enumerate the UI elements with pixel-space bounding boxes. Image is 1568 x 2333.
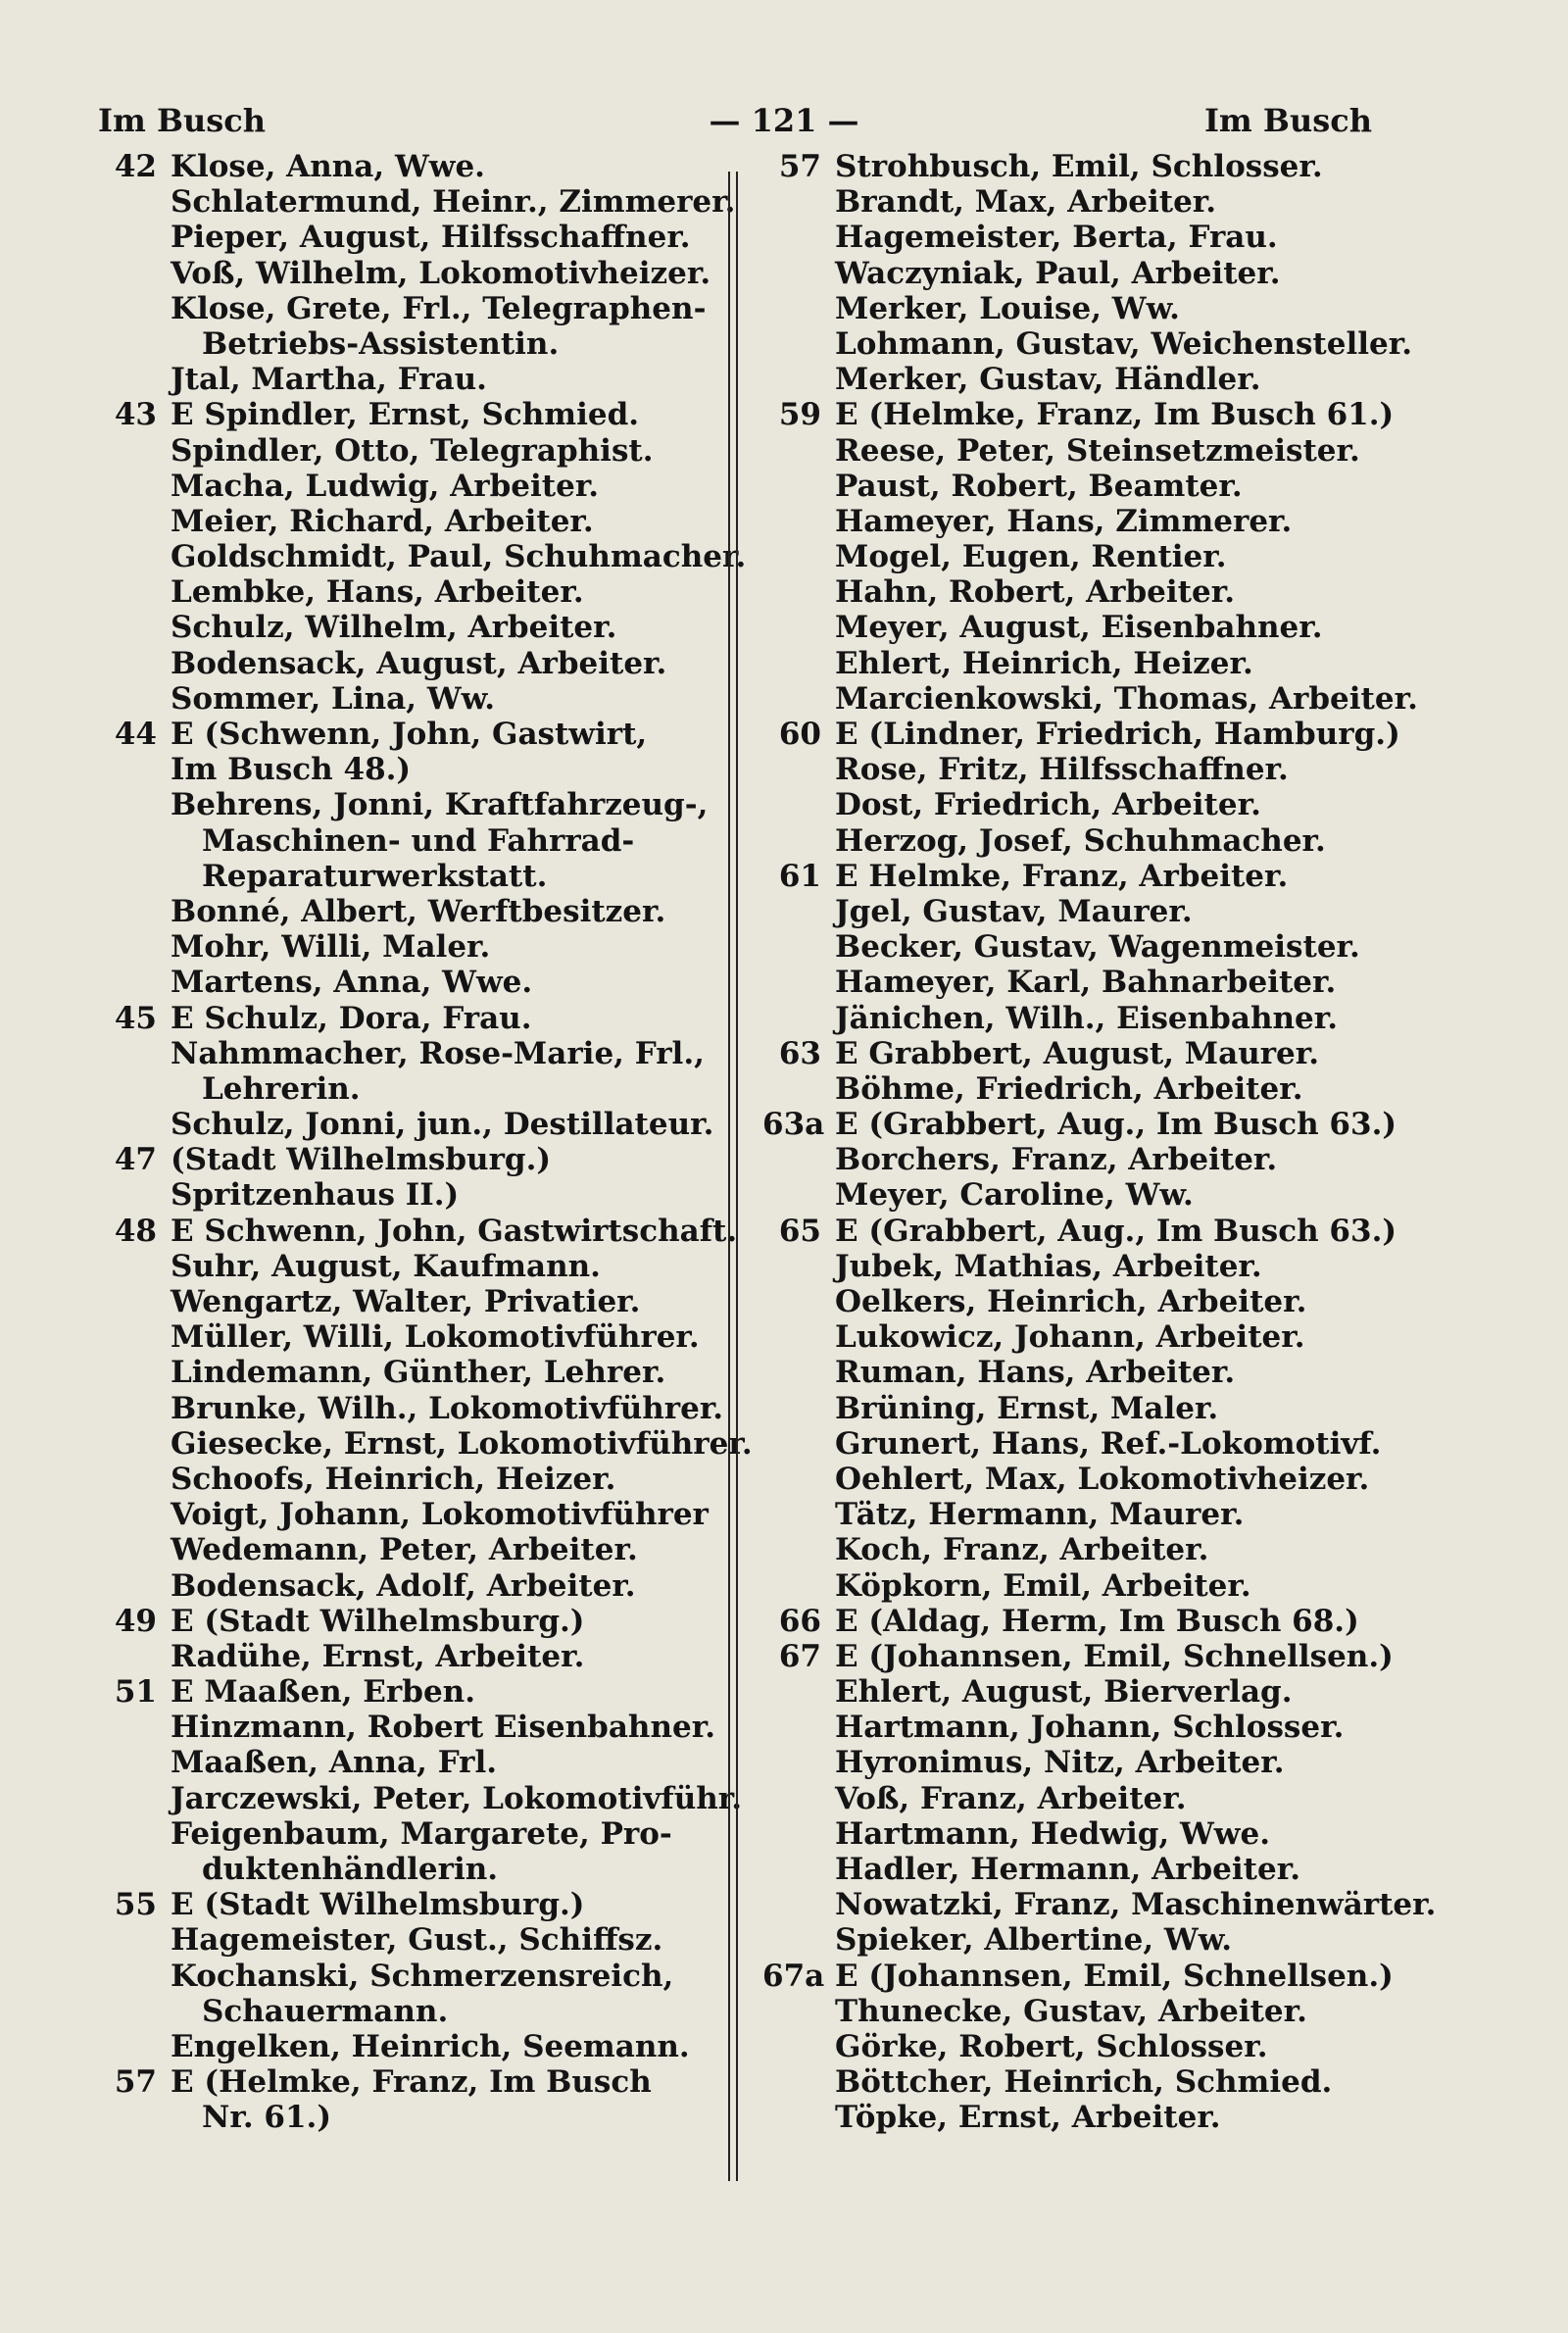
directory-entry [762,397,1395,433]
directory-entry [98,469,725,504]
resident-text: E (Lindner, Friedrich, Hamburg.) [835,717,1400,752]
directory-entry [98,1213,738,1249]
resident-text: Töpke, Ernst, Arbeiter. [835,2100,1221,2136]
resident-text: Jtal, Martha, Frau. [171,362,487,398]
directory-entry [98,2100,725,2135]
directory-entry [98,1887,725,1922]
resident-text: Martens, Anna, Wwe. [171,965,533,1001]
resident-text: Feigenbaum, Margarete, Pro- [171,1815,672,1852]
directory-entry [762,929,1390,965]
page-number: — 121 — [709,102,859,139]
directory-entry [98,1319,725,1355]
house-number: 60 [778,717,821,752]
resident-text: Köpkorn, Emil, Arbeiter. [835,1567,1251,1604]
resident-text: Mogel, Eugen, Rentier. [835,539,1227,575]
resident-text: (Stadt Wilhelmsburg.) [171,1142,552,1178]
resident-text: Hinzmann, Robert Eisenbahner. [171,1710,716,1746]
resident-text: Hyronimus, Nitz, Arbeiter. [835,1745,1285,1781]
directory-entry [762,1319,1390,1355]
directory-entry [98,291,725,326]
directory-entry [98,1462,725,1497]
resident-text: Waczyniak, Paul, Arbeiter. [835,255,1281,291]
directory-entry [762,1816,1390,1852]
directory-entry [762,2064,1390,2100]
resident-text: Nr. 61.) [202,2100,332,2136]
directory-entry [98,326,725,362]
resident-text: Reese, Peter, Steinsetzmeister. [835,432,1360,469]
resident-text: Meier, Richard, Arbeiter. [171,503,594,539]
directory-entry [762,149,1390,184]
directory-entry [762,823,1390,859]
directory-entry [98,929,725,965]
directory-entry [98,2029,725,2064]
directory-entry [98,184,736,221]
directory-entry [98,539,747,575]
directory-entry [762,184,1390,220]
house-number: 61 [778,858,821,894]
resident-text: Marcienkowski, Thomas, Arbeiter. [835,680,1418,717]
resident-text: Tätz, Hermann, Maurer. [835,1497,1245,1533]
resident-text: Schoofs, Heinrich, Heizer. [171,1461,616,1497]
resident-text: Goldschmidt, Paul, Schuhmacher. [171,539,747,575]
directory-entry [762,1001,1390,1036]
resident-text: duktenhändlerin. [202,1852,499,1887]
resident-text: Behrens, Jonni, Kraftfahrzeug-, [171,787,709,823]
resident-text: Bodensack, Adolf, Arbeiter. [171,1567,636,1604]
directory-entry [762,1177,1390,1213]
resident-text: Dost, Friedrich, Arbeiter. [835,787,1261,823]
directory-entry [98,752,725,787]
directory-entry [98,362,725,397]
directory-entry [762,1284,1390,1319]
resident-text: Schulz, Jonni, jun., Destillateur. [171,1107,714,1143]
house-number: 55 [114,1887,157,1923]
house-number: 49 [114,1603,157,1639]
house-number: 65 [778,1213,821,1249]
resident-text: Paust, Robert, Beamter. [835,468,1243,504]
resident-text: Radühe, Ernst, Arbeiter. [171,1638,585,1674]
directory-entry [98,1355,725,1390]
directory-entry [98,717,725,752]
directory-entry [762,965,1390,1000]
directory-entry [762,680,1418,717]
directory-entry [98,610,725,645]
directory-entry [762,1391,1390,1426]
header-street-right: Im Busch [1203,102,1372,139]
resident-text: E (Helmke, Franz, Im Busch 61.) [835,397,1395,433]
resident-text: Jgel, Gustav, Maurer. [835,893,1193,929]
resident-text: Hagemeister, Berta, Frau. [835,220,1278,256]
resident-text: Schulz, Wilhelm, Arbeiter. [171,610,617,646]
directory-entry [98,1639,725,1674]
resident-text: E Schwenn, John, Gastwirtschaft. [171,1213,738,1249]
directory-entry [762,1107,1397,1143]
directory-entry [762,539,1390,574]
resident-text: Klose, Anna, Wwe. [171,149,485,184]
resident-text: Meyer, August, Eisenbahner. [835,610,1323,646]
resident-text: Borchers, Franz, Arbeiter. [835,1142,1278,1178]
resident-text: Lembke, Hans, Arbeiter. [171,574,584,611]
resident-text: Meyer, Caroline, Ww. [835,1177,1194,1214]
resident-text: Hahn, Robert, Arbeiter. [835,574,1235,611]
directory-entry [762,2029,1390,2064]
resident-text: Jarczewski, Peter, Lokomotivführ. [171,1780,743,1816]
resident-text: Giesecke, Ernst, Lokomotivführer. [171,1425,753,1462]
directory-entry [762,433,1390,469]
directory-entry [762,752,1390,787]
directory-entry [98,894,725,929]
resident-text: E Spindler, Ernst, Schmied. [171,397,640,433]
directory-entry [98,1425,753,1462]
house-number: 57 [778,149,821,184]
resident-text: Schlatermund, Heinr., Zimmerer. [171,184,736,221]
directory-entry [98,1071,725,1107]
resident-text: E (Stadt Wilhelmsburg.) [171,1887,585,1923]
resident-text: Böhme, Friedrich, Arbeiter. [835,1070,1303,1107]
directory-entry [762,1532,1390,1567]
directory-entry [762,859,1390,894]
resident-text: Lindemann, Günther, Lehrer. [171,1355,666,1391]
resident-text: Voß, Franz, Arbeiter. [835,1780,1187,1816]
house-number: 47 [114,1142,157,1178]
directory-entry [98,1710,725,1745]
resident-text: Kochanski, Schmerzensreich, [171,1958,674,1994]
resident-text: Sommer, Lina, Ww. [171,680,496,717]
resident-text: Engelken, Heinrich, Seemann. [171,2028,690,2064]
resident-text: Oelkers, Heinrich, Arbeiter. [835,1284,1307,1319]
directory-entry [98,787,725,822]
resident-text: Hagemeister, Gust., Schiffsz. [171,1922,663,1959]
directory-entry [762,1604,1390,1639]
house-number: 66 [778,1603,821,1639]
resident-text: Rose, Fritz, Hilfsschaffner. [835,752,1289,788]
directory-entry [762,1781,1390,1816]
directory-entry [98,1568,725,1604]
directory-entry [762,1710,1390,1745]
directory-entry [98,1142,725,1177]
resident-text: Hadler, Hermann, Arbeiter. [835,1852,1300,1887]
resident-text: Hameyer, Hans, Zimmerer. [835,503,1293,539]
directory-entry [98,965,725,1000]
house-number: 67a [762,1958,825,1994]
resident-text: E (Grabbert, Aug., Im Busch 63.) [835,1213,1397,1249]
resident-text: Lehrerin. [202,1070,361,1107]
directory-entry [762,1887,1437,1923]
directory-entry [762,610,1390,645]
house-number: 48 [114,1213,157,1249]
directory-entry [762,1922,1390,1958]
directory-entry [98,1780,743,1816]
resident-text: Görke, Robert, Schlosser. [835,2028,1268,2064]
resident-text: Koch, Franz, Arbeiter. [835,1532,1209,1568]
directory-entry [762,362,1390,397]
house-number: 59 [778,397,821,433]
directory-entry [98,256,725,291]
resident-text: Müller, Willi, Lokomotivführer. [171,1319,700,1356]
directory-entry [762,1249,1390,1284]
directory-entry [98,1284,725,1319]
resident-text: Jänichen, Wilh., Eisenbahner. [835,1000,1339,1036]
house-number: 43 [114,397,157,433]
resident-text: E Helmke, Franz, Arbeiter. [835,858,1289,894]
directory-entry [762,1142,1390,1177]
directory-entry [98,823,725,859]
resident-text: Klose, Grete, Frl., Telegraphen- [171,290,707,326]
directory-entry [98,504,725,539]
resident-text: Oehlert, Max, Lokomotivheizer. [835,1461,1370,1497]
resident-text: Nahmmacher, Rose-Marie, Frl., [171,1035,705,1071]
directory-entry [98,1922,725,1958]
directory-entry [762,646,1390,681]
directory-entry [762,1852,1390,1887]
resident-text: Voß, Wilhelm, Lokomotivheizer. [171,255,711,291]
resident-text: Brandt, Max, Arbeiter. [835,184,1217,221]
directory-entry [98,220,725,255]
resident-text: Ruman, Hans, Arbeiter. [835,1355,1236,1391]
house-number: 63 [778,1035,821,1071]
resident-text: Becker, Gustav, Wagenmeister. [835,929,1360,966]
resident-text: Spieker, Albertine, Ww. [835,1922,1233,1959]
resident-text: Betriebs-Assistentin. [202,325,560,362]
house-number: 57 [114,2064,157,2101]
resident-text: Grunert, Hans, Ref.-Lokomotivf. [835,1425,1382,1462]
directory-entry [98,1249,725,1284]
house-number: 67 [778,1638,821,1674]
resident-text: Hartmann, Hedwig, Wwe. [835,1815,1271,1852]
resident-text: Mohr, Willi, Maler. [171,929,491,966]
resident-text: Wedemann, Peter, Arbeiter. [171,1532,638,1568]
resident-text: Böttcher, Heinrich, Schmied. [835,2064,1333,2101]
directory-entry [98,1532,725,1567]
directory-entry [98,1497,725,1532]
directory-entry [762,1568,1390,1604]
resident-text: E (Johannsen, Emil, Schnellsen.) [835,1638,1394,1674]
directory-entry [762,1958,1394,1994]
resident-text: Bodensack, August, Arbeiter. [171,645,667,681]
left-column [98,149,753,2136]
resident-text: Strohbusch, Emil, Schlosser. [835,149,1323,184]
resident-text: Brüning, Ernst, Maler. [835,1390,1219,1426]
directory-entry [762,894,1390,929]
directory-entry [98,1994,725,2029]
directory-entry [98,859,725,894]
resident-text: Im Busch 48.) [171,752,412,788]
directory-entry [98,397,725,432]
directory-entry [762,574,1390,610]
directory-entry [98,1959,725,1994]
directory-entry [762,717,1400,752]
directory-entry [98,1391,725,1426]
directory-entry [762,1638,1394,1674]
house-number: 44 [114,717,157,752]
resident-text: Schauermann. [202,1993,449,2029]
header-street-left: Im Busch [98,102,267,139]
resident-text: E Grabbert, August, Maurer. [835,1035,1320,1071]
resident-text: Wengartz, Walter, Privatier. [171,1284,641,1319]
directory-entry [98,1177,725,1213]
directory-entry [762,1674,1390,1710]
resident-text: Ehlert, Heinrich, Heizer. [835,645,1253,681]
resident-text: Hartmann, Johann, Schlosser. [835,1710,1345,1746]
resident-text: E (Grabbert, Aug., Im Busch 63.) [835,1107,1397,1143]
directory-entry [762,1994,1390,2029]
directory-entry [98,149,725,184]
directory-entry [98,1036,725,1071]
directory-entry [762,256,1390,291]
resident-text: Spindler, Otto, Telegraphist. [171,432,654,469]
resident-text: Macha, Ludwig, Arbeiter. [171,468,600,504]
directory-entry [98,1604,725,1639]
resident-text: E (Schwenn, John, Gastwirt, [171,717,648,752]
directory-entry [762,2100,1390,2135]
directory-entry [762,1071,1390,1107]
directory-entry [762,1497,1390,1532]
resident-text: E (Johannsen, Emil, Schnellsen.) [835,1958,1394,1994]
directory-entry [762,1213,1397,1249]
directory-entry [762,469,1390,504]
resident-text: Suhr, August, Kaufmann. [171,1248,601,1284]
resident-text: Lohmann, Gustav, Weichensteller. [835,325,1413,362]
resident-text: Herzog, Josef, Schuhmacher. [835,822,1326,859]
resident-text: Pieper, August, Hilfsschaffner. [171,220,691,256]
resident-text: E Schulz, Dora, Frau. [171,1000,532,1036]
right-column [762,149,1437,2136]
directory-entry [98,681,725,717]
directory-entry [98,1001,725,1036]
directory-entry [762,1745,1390,1780]
house-number: 42 [114,149,157,184]
directory-entry [762,1355,1390,1390]
resident-text: Voigt, Johann, Lokomotivführer [171,1497,709,1533]
resident-text: Ehlert, August, Bierverlag. [835,1674,1293,1711]
directory-entry [98,1674,725,1710]
house-number: 63a [762,1107,825,1143]
resident-text: Lukowicz, Johann, Arbeiter. [835,1319,1305,1356]
resident-text: Reparaturwerkstatt. [202,858,548,894]
directory-entry [98,574,725,610]
directory-entry [762,220,1390,255]
resident-text: Nowatzki, Franz, Maschinenwärter. [835,1887,1437,1923]
directory-entry [98,2064,725,2100]
resident-text: E Maaßen, Erben. [171,1674,475,1711]
resident-text: Maschinen- und Fahrrad- [202,822,635,859]
directory-entry [762,291,1390,326]
column-divider [728,172,738,2181]
directory-entry [98,1745,725,1780]
directory-entry [98,433,725,469]
directory-entry [98,1852,725,1887]
directory-entry [762,1426,1390,1462]
resident-text: Brunke, Wilh., Lokomotivführer. [171,1390,724,1426]
resident-text: Bonné, Albert, Werftbesitzer. [171,893,666,929]
directory-entry [762,504,1390,539]
resident-text: Jubek, Mathias, Arbeiter. [835,1248,1262,1284]
directory-entry [98,1107,725,1142]
resident-text: E (Stadt Wilhelmsburg.) [171,1603,585,1639]
resident-text: Merker, Louise, Ww. [835,290,1180,326]
directory-entry [98,646,725,681]
directory-entry [762,1036,1390,1071]
directory-entry [762,1462,1390,1497]
resident-text: Thunecke, Gustav, Arbeiter. [835,1993,1307,2029]
house-number: 51 [114,1674,157,1711]
resident-text: E (Helmke, Franz, Im Busch [171,2064,652,2101]
directory-entry [762,787,1390,822]
resident-text: Hameyer, Karl, Bahnarbeiter. [835,965,1337,1001]
resident-text: Merker, Gustav, Händler. [835,362,1261,398]
house-number: 45 [114,1000,157,1036]
resident-text: Spritzenhaus II.) [171,1177,460,1214]
directory-entry [98,1816,725,1852]
directory-entry [762,325,1413,362]
resident-text: Maaßen, Anna, Frl. [171,1745,498,1781]
resident-text: E (Aldag, Herm, Im Busch 68.) [835,1603,1359,1639]
